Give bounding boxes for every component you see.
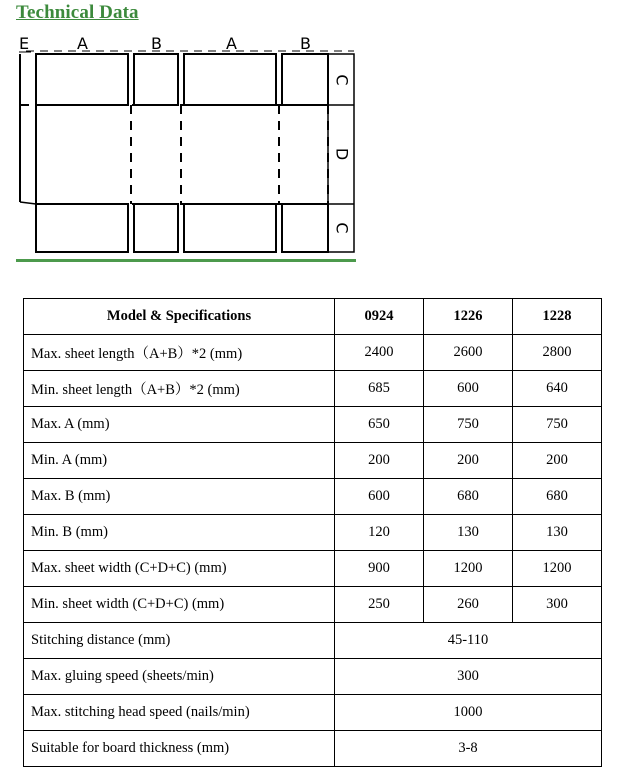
row-value: 2800 (513, 335, 602, 371)
diagram-label-a2: A (226, 34, 237, 53)
header-model-1226: 1226 (424, 299, 513, 335)
row-value: 750 (424, 407, 513, 443)
row-label: Stitching distance (mm) (24, 623, 335, 659)
table-row (24, 443, 602, 479)
row-label: Max. stitching head speed (nails/min) (24, 695, 335, 731)
specifications-table (23, 298, 602, 767)
header-model-specs: Model & Specifications (24, 299, 335, 335)
row-value: 200 (424, 443, 513, 479)
row-value: 130 (424, 515, 513, 551)
row-value: 260 (424, 587, 513, 623)
row-value: 2600 (424, 335, 513, 371)
row-value-merged: 1000 (335, 695, 602, 731)
divider-rule (16, 259, 356, 262)
page-title: Technical Data (16, 2, 139, 23)
diagram-label-c2: C (332, 222, 352, 234)
row-value-merged: 45-110 (335, 623, 602, 659)
table-row (24, 407, 602, 443)
row-value: 1200 (424, 551, 513, 587)
row-label: Min. sheet length（A+B）*2 (mm) (24, 371, 335, 407)
row-value-merged: 300 (335, 659, 602, 695)
row-label: Min. B (mm) (24, 515, 335, 551)
table-row (24, 335, 602, 371)
row-value: 680 (424, 479, 513, 515)
row-value: 640 (513, 371, 602, 407)
table-row (24, 479, 602, 515)
row-value: 600 (424, 371, 513, 407)
row-label: Max. A (mm) (24, 407, 335, 443)
row-value: 120 (335, 515, 424, 551)
row-label: Max. sheet length（A+B）*2 (mm) (24, 335, 335, 371)
row-label: Max. B (mm) (24, 479, 335, 515)
diagram-label-b2: B (300, 34, 311, 53)
row-value: 750 (513, 407, 602, 443)
table-row (24, 731, 602, 767)
row-value: 680 (513, 479, 602, 515)
row-label: Min. sheet width (C+D+C) (mm) (24, 587, 335, 623)
diagram-label-d: D (332, 147, 352, 161)
row-label: Max. sheet width (C+D+C) (mm) (24, 551, 335, 587)
row-label: Suitable for board thickness (mm) (24, 731, 335, 767)
diagram-label-e: E (19, 34, 30, 53)
table-row (24, 659, 602, 695)
row-value: 600 (335, 479, 424, 515)
header-model-0924: 0924 (335, 299, 424, 335)
row-value: 1200 (513, 551, 602, 587)
row-value: 250 (335, 587, 424, 623)
row-value: 900 (335, 551, 424, 587)
table-row (24, 371, 602, 407)
carton-dimension-diagram (14, 30, 360, 266)
row-label: Max. gluing speed (sheets/min) (24, 659, 335, 695)
table-row (24, 515, 602, 551)
header-model-1228: 1228 (513, 299, 602, 335)
diagram-label-b1: B (151, 34, 162, 53)
table-row (24, 587, 602, 623)
row-value: 685 (335, 371, 424, 407)
row-value: 2400 (335, 335, 424, 371)
row-value: 200 (335, 443, 424, 479)
table-row (24, 551, 602, 587)
table-row (24, 623, 602, 659)
diagram-label-a1: A (77, 34, 88, 53)
table-header-row (24, 299, 602, 335)
row-value: 200 (513, 443, 602, 479)
row-value: 300 (513, 587, 602, 623)
diagram-label-c1: C (332, 74, 352, 86)
row-value: 650 (335, 407, 424, 443)
table-row (24, 695, 602, 731)
row-value: 130 (513, 515, 602, 551)
row-value-merged: 3-8 (335, 731, 602, 767)
row-label: Min. A (mm) (24, 443, 335, 479)
